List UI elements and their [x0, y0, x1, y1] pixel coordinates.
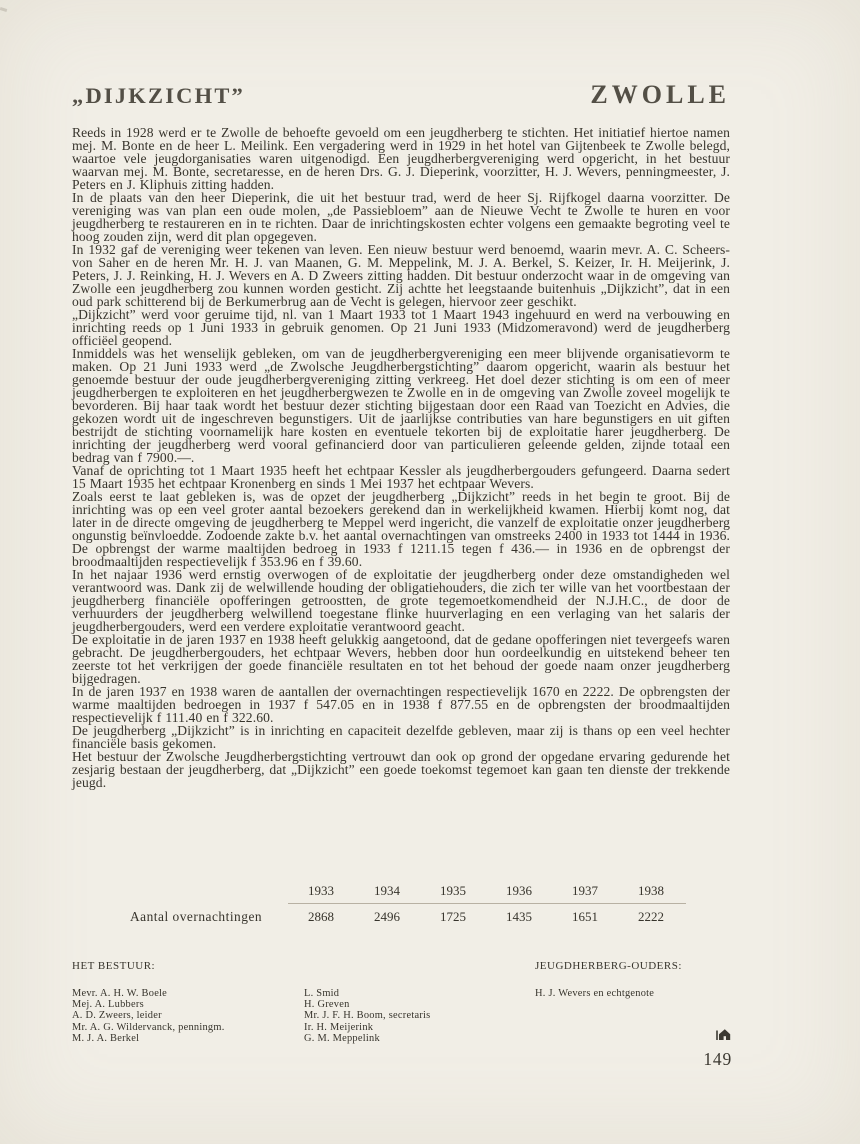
board-member: M. J. A. Berkel [72, 1032, 140, 1044]
body-paragraph: In de plaats van den heer Dieperink, die uit het bestuur trad, werd de heer Sj. Rijfkogel daarna voorzitter. De vereniging was van plan een oude molen, „de Passiebloem” aan de Nieuwe Vecht te Zwolle te huren en voor jeugdherberg te restaureren en in te richten. Daar de inrichtingskosten echter volgens een gemaakte begroting veel te hoog zouden zijn, werd dit plan opgegeven. [72, 190, 730, 244]
body-paragraph: Inmiddels was het wenselijk gebleken, om van de jeugdherbergvereniging een meer blijvende organisatievorm te maken. Op 21 Juni 1933 werd „de Zwolsche Jeugdherbergstichting” daarom opgericht, waarin als bestuur het genoemde bestuur der oude jeugdherbergvereniging zitting verkreeg. Het doel dezer stichting is om een of meer jeugdherbergen te exploiteren en het jeugdherbergwezen te Zwolle en in de omgeving van Zwolle zoveel mogelijk te bevorderen. Bij haar taak wordt het bestuur dezer stichting bijgestaan door een Raad van Toezicht en Advies, die gekozen wordt uit de ingeschreven begunstigers. Uit de jaarlijkse contributies van hare begunstigers en uit giften bestrijdt de stichting voornamelijk hare kosten en eventuele tekorten bij de exploitatie harer jeugdherberg. De inrichting der jeugdherberg werd vooral gefinancierd door van particulieren geleende gelden, zijnde totaal een bedrag van f 7900.—. [72, 346, 730, 465]
board-member: Mevr. A. H. W. Boele [72, 988, 168, 999]
year-cell: 1933 [308, 883, 334, 898]
hostel-title: „DIJKZICHT” [72, 83, 245, 108]
body-paragraph: De exploitatie in de jaren 1937 en 1938 heeft gelukkig aangetoond, dat de gedane opofferingen niet tevergeefs waren gebracht. De jeugdherbergouders, het echtpaar Wevers, hebben door hun oordeelkundig en uitstekend beheer ten zeerste tot het verkrijgen der goede financiële resultaten en tot het behoud der goede naam onzer jeugdherberg bijgedragen. [72, 632, 730, 686]
page-number: 149 [703, 1049, 732, 1069]
scan-artifact [0, 7, 7, 12]
body-paragraph: Reeds in 1928 werd er te Zwolle de behoefte gevoeld om een jeugdherberg te stichten. Het initiatief hiertoe namen mej. M. Bonte en de heer L. Meilink. Een vergadering werd in 1929 in het hotel van Gijtenbeek te Zwolle belegd, waartoe vele jeugdorganisaties waren uitgenodigd. Een jeugdherbergvereniging werd opgericht, in het bestuur waarvan mej. M. Bonte, secretaresse, en de heren Drs. G. J. Dieperink, voorzitter, H. J. Wevers, penningmeester, J. Peters en J. Kliphuis zitting hadden. [72, 125, 730, 192]
hostel-parent-entry: H. J. Wevers en echtgenote [535, 988, 655, 999]
year-cell: 1937 [572, 883, 598, 898]
board-column-2 [304, 960, 535, 1044]
board-member: G. M. Meppelink [304, 1032, 380, 1044]
body-paragraph: Het bestuur der Zwolsche Jeugdherbergstichting vertrouwt dan ook op grond der opgedane ervaring gedurende het zesjarig bestaan der jeugdherberg, dat „Dijkzicht” een goede toekomst tegemoet kan gaan ten dienste der trekkende jeugd. [72, 749, 730, 790]
board-member: A. D. Zweers, leider [72, 1010, 162, 1022]
value-cell: 2222 [638, 909, 664, 924]
board-member: L. Smid [304, 988, 340, 999]
board-member: Mr. J. F. H. Boom, secretaris [304, 1010, 431, 1022]
masthead [72, 80, 730, 110]
body-paragraph: „Dijkzicht” werd voor geruime tijd, nl. van 1 Maart 1933 tot 1 Maart 1943 ingehuurd en werd na verbouwing en inrichting reeds op 1 Juni 1933 in gebruik genomen. Op 21 Juni 1933 (Midzomeravond) werd de jeugdherberg officiëel geopend. [72, 307, 730, 348]
year-cell: 1936 [506, 883, 532, 898]
body-paragraph: Zoals eerst te laat gebleken is, was de opzet der jeugdherberg „Dijkzicht” reeds in het begin te groot. Bij de inrichting was op een veel groter aantal bezoekers gerekend dan in werkelijkheid kwamen. Hierbij komt nog, dat later in de directe omgeving de jeugdherberg te Meppel werd ingericht, die vanzelf de exploitatie onzer jeugdherberg ongunstig beïnvloedde. Zodoende zakte b.v. het aantal overnachtingen van omstreeks 2400 in 1933 tot 1444 in 1936. De opbrengst der warme maaltijden bedroeg in 1933 f 1211.15 tegen f 436.— in 1936 en de opbrengst der broodmaaltijden respectievelijk f 353.96 en f 39.60. [72, 489, 730, 569]
board-heading-spacer [304, 960, 535, 976]
board-column-1 [72, 960, 304, 1044]
value-cell: 2868 [308, 909, 334, 924]
table-rule [288, 903, 686, 904]
hostel-parents-heading: JEUGDHERBERG-OUDERS: [535, 960, 682, 972]
year-cell: 1934 [374, 883, 400, 898]
table-year-row [130, 883, 686, 899]
value-cell: 1725 [440, 909, 466, 924]
board-heading: HET BESTUUR: [72, 960, 156, 972]
body-paragraph: In de jaren 1937 en 1938 waren de aantallen der overnachtingen respectievelijk 1670 en 2222. De opbrengsten der warme maaltijden bedroegen in 1937 f 547.05 en in 1938 f 877.55 en de opbrengsten der broodmaaltijden respectievelijk f 111.40 en f 322.60. [72, 684, 730, 725]
body-paragraph: De jeugdherberg „Dijkzicht” is in inrichting en capaciteit dezelfde gebleven, maar zij is thans op een veel hechter financiële basis gekomen. [72, 723, 730, 751]
board-member: Mr. A. G. Wildervanck, penningm. [72, 1021, 225, 1033]
table-rule-row [130, 899, 686, 909]
value-cell: 1651 [572, 909, 598, 924]
board-member: Mej. A. Lubbers [72, 999, 144, 1011]
table-row-label: Aantal overnachtingen [130, 909, 263, 924]
board-member: H. Greven [304, 999, 350, 1011]
year-cell: 1935 [440, 883, 466, 898]
article-body [72, 126, 730, 789]
overnight-stays-table [130, 883, 686, 925]
body-paragraph: In het najaar 1936 werd ernstig overwogen of de exploitatie der jeugdherberg onder deze omstandigheden wel verantwoord was. Dank zij de welwillende houding der obligatiehouders, die zich ter wille van het voortbestaan der jeugdherberg financiële opofferingen getroostten, de grote tegemoetkomendheid der N.J.H.C., de door de verhuurders der jeugdherberg welwillend toegestane flinke huurverlaging en een verlaging van het salaris der jeugdherbergouders, werd een verdere exploitatie verantwoord geacht. [72, 567, 730, 634]
table-value-row [130, 909, 686, 925]
year-cell: 1938 [638, 883, 664, 898]
city-title: ZWOLLE [590, 80, 730, 109]
board-member: Ir. H. Meijerink [304, 1021, 374, 1033]
body-paragraph: In 1932 gaf de vereniging weer tekenen van leven. Een nieuw bestuur werd benoemd, waarin mevr. A. C. Scheers-von Saher en de heren Mr. H. J. van Maanen, G. M. Meppelink, M. J. A. Berkel, S. Keizer, Ir. H. Meijerink, J. Peters, J. J. Reinking, H. J. Wevers en A. D Zweers zitting hadden. Dit bestuur onderzocht waar in de omgeving van Zwolle een jeugdherberg zou kunnen worden gesticht. Zij achtte het leegstaande buitenhuis „Dijkzicht”, dat in een oud park schitterend bij de Berkumerbrug aan de Vecht is gelegen, hiervoor zeer geschikt. [72, 242, 730, 309]
table-rule-spacer [130, 903, 288, 904]
value-cell: 2496 [374, 909, 400, 924]
body-paragraph: Vanaf de oprichting tot 1 Maart 1935 heeft het echtpaar Kessler als jeugdherbergouders gefungeerd. Daarna sedert 15 Maart 1935 het echtpaar Kronenberg en sinds 1 Mei 1937 het echtpaar Wevers. [72, 463, 730, 491]
hostel-hut-icon [714, 1028, 731, 1041]
boards-section [72, 960, 790, 1044]
hostel-parents-column [535, 960, 790, 1044]
table-label-spacer [130, 883, 288, 899]
value-cell: 1435 [506, 909, 532, 924]
